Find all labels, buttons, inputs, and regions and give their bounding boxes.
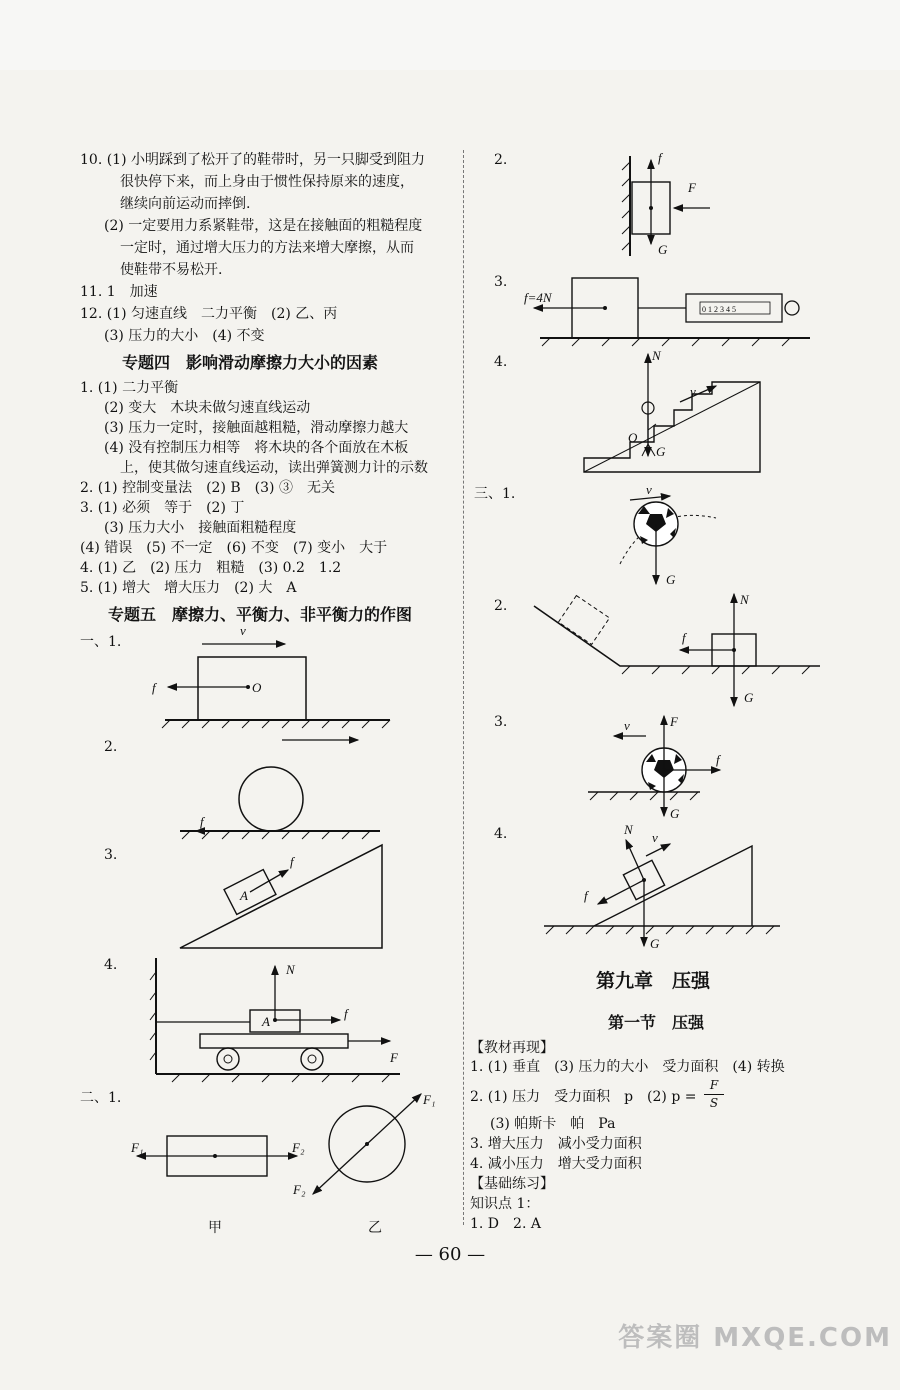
sec1-1-label: 一、1. bbox=[80, 634, 122, 650]
q10-line6: 使鞋带不易松开. bbox=[120, 262, 223, 278]
t4-5: 5. (1) 增大 增大压力 (2) 大 A bbox=[80, 580, 297, 596]
t4-4: 4. (1) 乙 (2) 压力 粗糙 (3) 0.2 1.2 bbox=[80, 560, 342, 576]
label-A-2: A bbox=[262, 1014, 270, 1029]
label-v-s3: v bbox=[624, 718, 630, 733]
r-n3-label: 3. bbox=[494, 274, 508, 290]
label-f-s4: f bbox=[584, 888, 588, 903]
r-answer-2: 2. (1) 压力 受力面积 p (2) p = bbox=[470, 1089, 697, 1105]
label-F: F bbox=[390, 1050, 398, 1065]
knowledge-point-1: 知识点 1： bbox=[470, 1196, 540, 1212]
q10-line4: (2) 一定要用力系紧鞋带，这是在接触面的粗糙程度 bbox=[104, 218, 423, 234]
label-G-s2: G bbox=[744, 690, 754, 705]
label-G-r2: G bbox=[658, 242, 668, 257]
label-N: N bbox=[286, 962, 295, 977]
section-title: 第一节 压强 bbox=[608, 1013, 705, 1032]
q10-line3: 继续向前运动而摔倒. bbox=[120, 196, 251, 212]
r-s3-3-label: 3. bbox=[494, 714, 508, 730]
label-v: v bbox=[240, 623, 246, 638]
r-s3-2-label: 2. bbox=[494, 598, 508, 614]
label-F2: F₂ bbox=[292, 1140, 305, 1155]
figure-slope-flat bbox=[530, 590, 830, 710]
label-G-s3: G bbox=[670, 806, 680, 821]
watermark: 答案圈 MXQE.COM bbox=[618, 1323, 892, 1353]
label-f-s3: f bbox=[716, 752, 720, 767]
label-F-r2: F bbox=[688, 180, 696, 195]
label-O-r4: O bbox=[628, 430, 638, 445]
label-F1-b: F₁ bbox=[423, 1092, 436, 1107]
label-v-s4: v bbox=[652, 830, 658, 845]
t4-2: 2. (1) 控制变量法 (2) B (3) ③ 无关 bbox=[80, 480, 335, 496]
label-G-s1: G bbox=[666, 572, 676, 587]
label-f4N: f=4N bbox=[524, 290, 552, 305]
label-N-r4: N bbox=[652, 348, 661, 363]
t4-1-4b: 上，使其做匀速直线运动，读出弹簧测力计的示数 bbox=[120, 460, 428, 476]
figure-stairs-person bbox=[580, 346, 770, 476]
figure-ball-friction bbox=[170, 730, 390, 840]
figure-wall-block bbox=[618, 148, 728, 260]
r-answers-final: 1. D 2. A bbox=[470, 1216, 541, 1232]
figure-soccer-ball-air bbox=[610, 484, 730, 594]
caption-jia: 甲 bbox=[208, 1220, 222, 1236]
label-N-s4: N bbox=[624, 822, 633, 837]
label-F2-b: F₂ bbox=[293, 1182, 306, 1197]
q10-line5: 一定时，通过增大压力的方法来增大摩擦，从而 bbox=[120, 240, 414, 256]
sec2-1-label: 二、1. bbox=[80, 1090, 122, 1106]
figure-cart bbox=[150, 952, 410, 1082]
figure-incline bbox=[170, 840, 390, 955]
label-f-2: f bbox=[200, 814, 204, 829]
q10-line1: 10. (1) 小明踩到了松开了的鞋带时，另一只脚受到阻力 bbox=[80, 152, 425, 168]
top-margin bbox=[0, 0, 900, 70]
label-f: f bbox=[152, 680, 156, 695]
figure-incline-upward bbox=[544, 818, 784, 952]
label-O: O bbox=[252, 680, 262, 695]
sec1-3-label: 3. bbox=[104, 847, 118, 863]
label-G-s4: G bbox=[650, 936, 660, 951]
fraction-bar bbox=[704, 1094, 724, 1095]
label-F-s3: F bbox=[670, 714, 678, 729]
q11: 11. 1 加速 bbox=[80, 284, 158, 300]
label-F1: F₁ bbox=[131, 1140, 144, 1155]
label-G-r4: G bbox=[656, 444, 666, 459]
r-n2-label: 2. bbox=[494, 152, 508, 168]
r-s3-4-label: 4. bbox=[494, 826, 508, 842]
r-n4-label: 4. bbox=[494, 354, 508, 370]
label-f-4: f bbox=[344, 1006, 348, 1021]
sec1-4-label: 4. bbox=[104, 957, 118, 973]
topic4-title: 专题四 影响滑动摩擦力大小的因素 bbox=[122, 353, 379, 372]
label-A: A bbox=[240, 888, 248, 903]
r-answer-1: 1. (1) 垂直 (3) 压力的大小 受力面积 (4) 转换 bbox=[470, 1059, 785, 1075]
label-v-r4: v bbox=[690, 384, 696, 399]
q12-line1: 12. (1) 匀速直线 二力平衡 (2) 乙、丙 bbox=[80, 306, 338, 322]
topic5-title: 专题五 摩擦力、平衡力、非平衡力的作图 bbox=[108, 605, 413, 624]
scale-numbers: 0 1 2 3 4 5 bbox=[702, 305, 736, 314]
bracket-jichu: 【基础练习】 bbox=[470, 1176, 554, 1192]
r-sec3-1-label: 三、1. bbox=[474, 486, 516, 502]
label-f-s2: f bbox=[682, 630, 686, 645]
q10-line2: 很快停下来，而上身由于惯性保持原来的速度， bbox=[120, 174, 414, 190]
t4-1-1: 1. (1) 二力平衡 bbox=[80, 380, 179, 396]
t4-1-3: (3) 压力一定时，接触面越粗糙，滑动摩擦力越大 bbox=[104, 420, 409, 436]
t4-3-3: (4) 错误 (5) 不一定 (6) 不变 (7) 变小 大于 bbox=[80, 540, 388, 556]
figure-spring-scale bbox=[520, 272, 820, 346]
label-v-s1: v bbox=[646, 482, 652, 497]
label-f-r2: f bbox=[658, 150, 662, 165]
figure-soccer-ball-ground bbox=[584, 712, 744, 822]
fraction-numerator: F bbox=[709, 1078, 719, 1092]
label-f-3: f bbox=[290, 854, 294, 869]
sec1-2-label: 2. bbox=[104, 739, 118, 755]
chapter-title: 第九章 压强 bbox=[596, 970, 711, 992]
column-divider bbox=[463, 150, 464, 1225]
fraction-denominator: S bbox=[709, 1096, 719, 1110]
figure-forces-jia-yi bbox=[125, 1090, 455, 1210]
r-answer-3: 3. 增大压力 减小受力面积 bbox=[470, 1136, 642, 1152]
bracket-jiaocai: 【教材再现】 bbox=[470, 1040, 554, 1056]
figure-block-friction bbox=[140, 620, 400, 730]
q12-line2: (3) 压力的大小 (4) 不变 bbox=[104, 328, 265, 344]
t4-3-1: 3. (1) 必须 等于 (2) 丁 bbox=[80, 500, 245, 516]
t4-1-2: (2) 变大 木块未做匀速直线运动 bbox=[104, 400, 311, 416]
r-answer-4: 4. 减小压力 增大受力面积 bbox=[470, 1156, 642, 1172]
t4-1-4: (4) 没有控制压力相等 将木块的各个面放在木板 bbox=[104, 440, 409, 456]
label-N-s2: N bbox=[740, 592, 749, 607]
page-number: — 60 — bbox=[414, 1244, 486, 1265]
caption-yi: 乙 bbox=[368, 1220, 382, 1236]
r-answer-2b: (3) 帕斯卡 帕 Pa bbox=[490, 1116, 616, 1132]
t4-3-2: (3) 压力大小 接触面粗糙程度 bbox=[104, 520, 297, 536]
